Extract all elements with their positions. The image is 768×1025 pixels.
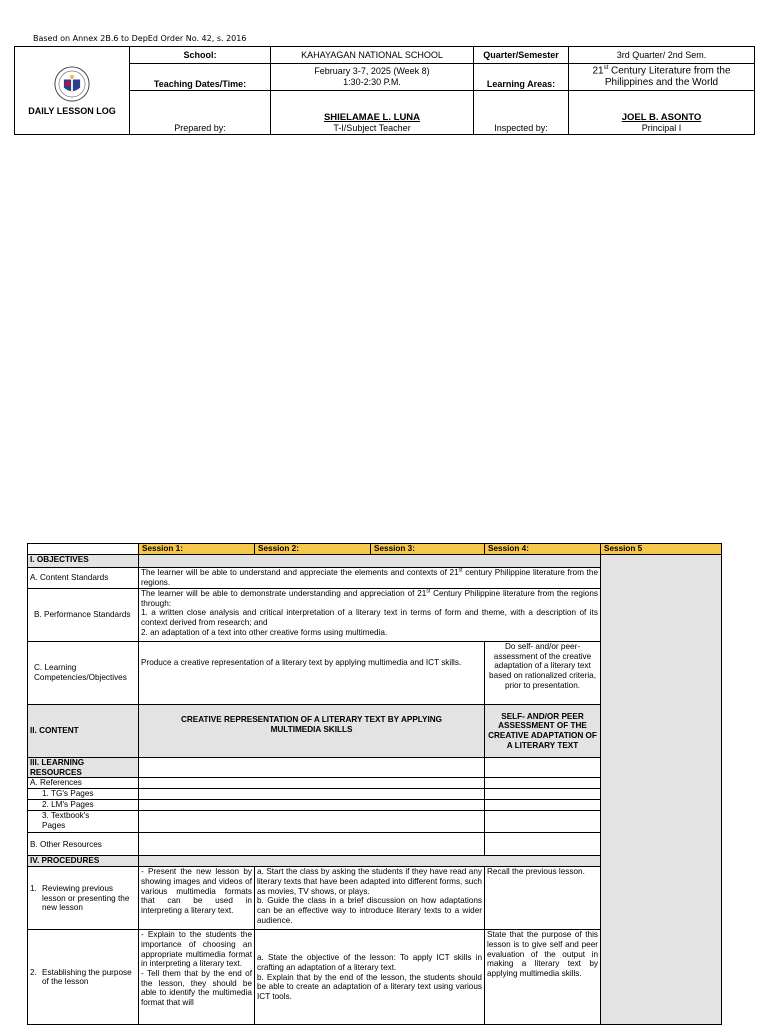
annex-note: Based on Annex 2B.6 to DepEd Order No. 42, s. 2016 bbox=[33, 34, 247, 43]
inspected-label: Inspected by: bbox=[474, 91, 569, 135]
procedure-1-item bbox=[30, 884, 136, 913]
performance-item-2: 2. an adaptation of a text into other creative forms using multimedia. bbox=[141, 627, 388, 637]
teacher-title: T-I/Subject Teacher bbox=[333, 123, 411, 134]
session-4-header: Session 4: bbox=[485, 544, 601, 555]
session-1-header: Session 1: bbox=[139, 544, 255, 555]
content-label: II. CONTENT bbox=[28, 705, 139, 758]
procedure-1-text: Reviewing previous lesson or presenting the new lesson bbox=[42, 883, 130, 913]
procedure-2-item bbox=[30, 968, 136, 987]
procedure-1-session-1: - Present the new lesson by showing images and videos of various multimedia formats that can be used in interpreting a literary text. bbox=[139, 867, 255, 930]
quarter-value: 3rd Quarter/ 2nd Sem. bbox=[569, 47, 755, 64]
principal-cell bbox=[569, 91, 755, 135]
logo-cell bbox=[15, 47, 130, 135]
areas-label: Learning Areas: bbox=[474, 64, 569, 91]
procedure-2-session-1 bbox=[139, 930, 255, 1025]
objectives-spacer bbox=[139, 555, 601, 568]
daily-lesson-log-title: DAILY LESSON LOG bbox=[28, 106, 116, 117]
procedure-1-label bbox=[28, 867, 139, 930]
procedure-2-point-a: a. State the objective of the lesson: To apply ICT skills in crafting an adaptation of a literary text. bbox=[257, 953, 482, 972]
procedure-2-point-b: b. Explain that by the end of the lesson, the students should be able to create an adaptation of a literary text using various ICT tools. bbox=[257, 972, 482, 1001]
dates-value bbox=[271, 64, 474, 91]
procedure-1-point-b: b. Guide the class in a brief discussion on how adaptations can be an effective way to introduce literary texts to a wider audience. bbox=[257, 896, 482, 925]
dll-table bbox=[27, 543, 722, 1025]
procedures-spacer bbox=[139, 856, 601, 867]
teacher-cell bbox=[271, 91, 474, 135]
school-value: KAHAYAGAN NATIONAL SCHOOL bbox=[271, 47, 474, 64]
content-main: CREATIVE REPRESENTATION OF A LITERARY TEXT BY APPLYING MULTIMEDIA SKILLS bbox=[139, 705, 485, 758]
other-resources-main bbox=[139, 833, 485, 856]
procedure-1-session-2 bbox=[255, 867, 485, 930]
references-session-4 bbox=[485, 778, 601, 789]
competencies-label: C. Learning Competencies/Objectives bbox=[28, 642, 139, 705]
textbook-pages-session-4 bbox=[485, 811, 601, 833]
area-pre: 21 bbox=[592, 65, 604, 77]
quarter-label: Quarter/Semester bbox=[474, 47, 569, 64]
performance-sup: st bbox=[426, 588, 431, 595]
content-standards-text bbox=[139, 568, 601, 589]
procedure-2-s1-b: - Tell them that by the end of the lesson, they should be able to identify the multimedia format that will bbox=[141, 969, 252, 1008]
resources-session-4 bbox=[485, 758, 601, 778]
objectives-heading: I. OBJECTIVES bbox=[28, 555, 139, 568]
performance-item-1: 1. a written close analysis and critical interpretation of a literary text in terms of form and theme, with a description of its context derived from research; and bbox=[141, 608, 598, 628]
session-2-header: Session 2: bbox=[255, 544, 371, 555]
competencies-session-4: Do self- and/or peer-assessment of the creative adaptation of a literary text based on rationalized criteria, prior to presentation. bbox=[485, 642, 601, 705]
session-5-column bbox=[601, 555, 722, 1025]
procedure-2-number: 2. bbox=[30, 967, 37, 977]
textbook-pages-main bbox=[139, 811, 485, 833]
principal-title: Principal I bbox=[641, 123, 682, 134]
content-pre: The learner will be able to understand and appreciate the elements and contexts of 21 bbox=[141, 568, 459, 577]
procedure-2-session-2 bbox=[255, 930, 485, 1025]
area-post: Century Literature from the Philippines and the World bbox=[604, 65, 731, 89]
procedure-1-session-4: Recall the previous lesson. bbox=[485, 867, 601, 930]
tg-pages-main bbox=[139, 789, 485, 800]
references-label: A. References bbox=[28, 778, 139, 789]
competencies-main: Produce a creative representation of a literary text by applying multimedia and ICT skills. bbox=[139, 642, 485, 705]
tg-pages-label: 1. TG's Pages bbox=[28, 789, 139, 800]
session-5-header: Session 5 bbox=[601, 544, 722, 555]
header-table bbox=[14, 46, 755, 135]
performance-standards-label: B. Performance Standards bbox=[28, 589, 139, 642]
procedure-2-text: Establishing the purpose of the lesson bbox=[42, 967, 132, 987]
teacher-name: SHIELAMAE L. LUNA bbox=[323, 112, 421, 124]
session-3-header: Session 3: bbox=[371, 544, 485, 555]
principal-name: JOEL B. ASONTO bbox=[621, 112, 702, 124]
time-line: 1:30-2:30 P.M. bbox=[343, 77, 401, 87]
performance-pre: The learner will be able to demonstrate understanding and appreciation of 21 bbox=[141, 589, 427, 598]
lm-pages-label: 2. LM's Pages bbox=[28, 800, 139, 811]
textbook-pages-label: 3. Textbook's Pages bbox=[28, 811, 139, 833]
content-session-4: SELF- AND/OR PEER ASSESSMENT OF THE CREATIVE ADAPTATION OF A LITERARY TEXT bbox=[485, 705, 601, 758]
school-label: School: bbox=[130, 47, 271, 64]
dates-label: Teaching Dates/Time: bbox=[130, 64, 271, 91]
procedure-1-number: 1. bbox=[30, 883, 37, 893]
procedure-1-point-a: a. Start the class by asking the students if they have read any literary texts that have been adapted into different forms, such as movies, TV shows, or plays. bbox=[257, 867, 482, 896]
references-main bbox=[139, 778, 485, 789]
resources-main bbox=[139, 758, 485, 778]
performance-intro bbox=[141, 589, 598, 608]
deped-seal-icon bbox=[54, 66, 90, 102]
area-sup: st bbox=[603, 65, 609, 72]
prepared-label: Prepared by: bbox=[130, 91, 271, 135]
performance-standards-text bbox=[139, 589, 601, 642]
content-standards-label: A. Content Standards bbox=[28, 568, 139, 589]
content-sup: st bbox=[458, 567, 463, 574]
lm-pages-session-4 bbox=[485, 800, 601, 811]
areas-value bbox=[569, 64, 755, 91]
procedures-heading: IV. PROCEDURES bbox=[28, 856, 139, 867]
performance-post: Century Philippine literature from the regions through: bbox=[141, 589, 598, 608]
procedure-2-s1-a: - Explain to the students the importance of choosing an appropriate multimedia format in interpreting a literary text. bbox=[141, 930, 252, 969]
lm-pages-main bbox=[139, 800, 485, 811]
other-resources-session-4 bbox=[485, 833, 601, 856]
tg-pages-session-4 bbox=[485, 789, 601, 800]
procedure-2-label bbox=[28, 930, 139, 1025]
dates-line: February 3-7, 2025 (Week 8) bbox=[314, 66, 430, 77]
procedure-2-session-4: State that the purpose of this lesson is to give self and peer evaluation of the output in making a literary text by applying multimedia skills. bbox=[485, 930, 601, 1025]
content-post: century Philippine literature from the regions. bbox=[141, 568, 599, 587]
resources-heading: III. LEARNING RESOURCES bbox=[28, 758, 139, 778]
corner-cell bbox=[28, 544, 139, 555]
other-resources-label: B. Other Resources bbox=[28, 833, 139, 856]
